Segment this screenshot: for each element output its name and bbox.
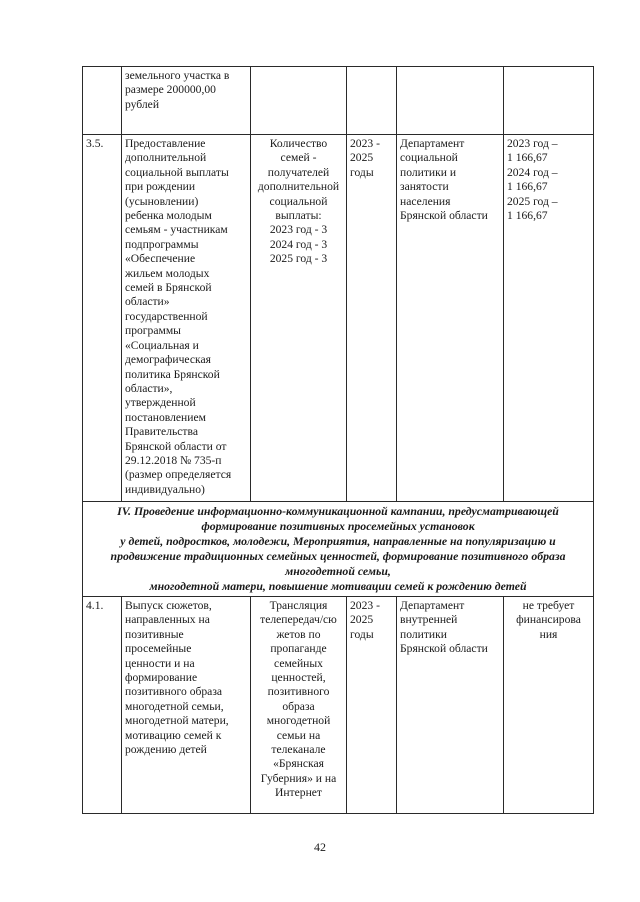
cell-term xyxy=(347,135,397,502)
cell-indicator xyxy=(251,597,347,814)
text-line: продвижение традиционных семейных ценностей, формирование позитивного образа xyxy=(110,549,566,563)
text-line: семьям - участникам xyxy=(125,223,228,237)
text-line: образа xyxy=(282,699,315,713)
text-line: жильем молодых xyxy=(125,266,210,280)
text-line: пропаганде xyxy=(270,642,327,656)
text-line: многодетной семьи, xyxy=(125,699,224,713)
text-line: Трансляция xyxy=(269,599,328,612)
text-line: 2024 год – xyxy=(507,165,558,179)
text-line: 2023 - xyxy=(350,137,380,150)
text-line: позитивного образа xyxy=(125,685,223,699)
text-line: индивидуально) xyxy=(125,482,205,496)
text-line: Брянской области xyxy=(400,209,488,223)
text-line: 2025 xyxy=(350,151,374,165)
text-line: многодетной семьи, xyxy=(285,564,391,578)
text-line: дополнительной xyxy=(257,180,340,194)
text-line: формирование xyxy=(125,671,198,685)
text-line: подпрограммы xyxy=(125,237,199,251)
text-line: дополнительной xyxy=(125,151,207,165)
text-line: «Обеспечение xyxy=(125,252,196,266)
text-line: земельного участка в xyxy=(125,69,230,82)
cell-finance xyxy=(504,67,594,135)
text-line: политики xyxy=(400,627,447,641)
text-line: (размер определяется xyxy=(125,468,232,482)
text-line: постановлением xyxy=(125,410,206,424)
text-line: ния xyxy=(539,627,558,641)
text-line: IV. Проведение информационно-коммуникационной кампании, предусматривающей xyxy=(117,504,559,518)
text-line: рождению детей xyxy=(125,743,207,757)
text-line: политика Брянской xyxy=(125,367,220,381)
text-line: Департамент xyxy=(400,137,465,150)
cell-executor xyxy=(397,135,504,502)
cell-finance xyxy=(504,135,594,502)
text-line: семей - xyxy=(280,151,317,165)
text-line: годы xyxy=(350,627,374,641)
cell-indicator xyxy=(251,67,347,135)
text-line: рублей xyxy=(125,97,160,111)
text-line: Губерния» и на xyxy=(260,771,337,785)
text-line: занятости xyxy=(400,180,449,194)
cell-executor xyxy=(397,597,504,814)
text-line: 2025 год – xyxy=(507,194,558,208)
text-line: размере 200000,00 xyxy=(125,83,216,97)
text-line: многодетной матери, xyxy=(125,714,229,728)
text-line: «Социальная и xyxy=(125,338,199,352)
text-line: социальной xyxy=(400,151,458,165)
text-line: позитивные xyxy=(125,627,184,641)
text-line: 2023 год - 3 xyxy=(269,223,328,237)
text-line: многодетной матери, повышение мотивации семей к рождению детей xyxy=(149,579,527,593)
cell-term xyxy=(347,597,397,814)
section-heading xyxy=(83,502,594,597)
text-line: у детей, подростков, молодежи, Мероприятия, направленные на популяризацию и xyxy=(120,534,556,548)
table-row xyxy=(83,597,594,814)
table-row xyxy=(83,135,594,502)
text-line: «Брянская xyxy=(273,757,324,771)
text-line: 2023 год – xyxy=(507,137,558,150)
text-line: не требует xyxy=(522,599,575,612)
text-line: Предоставление xyxy=(125,137,206,150)
cell-number xyxy=(83,67,122,135)
text-line: Интернет xyxy=(274,786,322,800)
text-line: позитивного xyxy=(267,685,330,699)
page-number: 42 xyxy=(314,840,326,854)
text-line: программы xyxy=(125,324,181,338)
measures-table xyxy=(82,66,594,814)
text-line: просемейные xyxy=(125,642,192,656)
text-line: формирование позитивных просемейных установок xyxy=(201,519,475,533)
text-line: 29.12.2018 № 735-п xyxy=(125,453,222,467)
text-line: при рождении xyxy=(125,180,196,194)
text-line: жетов по xyxy=(276,627,321,641)
cell-finance xyxy=(504,597,594,814)
text-line: ценностей, xyxy=(271,671,326,685)
text-line: телепередач/сю xyxy=(260,613,337,627)
text-line: мотивацию семей к xyxy=(125,728,222,742)
text-line: политики и xyxy=(400,165,457,179)
text-line: государственной xyxy=(125,309,208,323)
cell-executor xyxy=(397,67,504,135)
text-line: семей в Брянской xyxy=(125,281,212,295)
text-line: финансирова xyxy=(516,613,581,627)
cell-name xyxy=(122,135,251,502)
text-line: семейных xyxy=(274,656,323,670)
text-line: выплаты: xyxy=(275,209,322,223)
cell-name xyxy=(122,67,251,135)
text-line: получателей xyxy=(267,165,330,179)
text-line: Выпуск сюжетов, xyxy=(125,599,212,612)
text-line: направленных на xyxy=(125,613,210,627)
text-line: 2025 год - 3 xyxy=(269,252,328,266)
text-line: области», xyxy=(125,381,173,395)
text-line: социальной выплаты xyxy=(125,165,229,179)
text-line: области» xyxy=(125,295,170,309)
text-line: годы xyxy=(350,165,374,179)
text-line: 2023 - xyxy=(350,599,380,612)
text-line: ценности и на xyxy=(125,656,195,670)
text-line: Брянской области от xyxy=(125,439,227,453)
text-line: Количество xyxy=(269,137,328,150)
text-line: 2024 год - 3 xyxy=(269,237,328,251)
section-heading-row xyxy=(83,502,594,597)
text-line: (усыновлении) xyxy=(125,194,199,208)
text-line: 1 166,67 xyxy=(507,209,548,223)
text-line: 1 166,67 xyxy=(507,180,548,194)
cell-number: 4.1. xyxy=(83,597,122,814)
text-line: Правительства xyxy=(125,425,198,439)
text-line: семьи на xyxy=(276,728,321,742)
text-line: внутренней xyxy=(400,613,458,627)
text-line: 2025 xyxy=(350,613,374,627)
text-line: телеканале xyxy=(271,743,326,757)
table-row xyxy=(83,67,594,135)
text-line: населения xyxy=(400,194,451,208)
text-line: Департамент xyxy=(400,599,465,612)
cell-indicator xyxy=(251,135,347,502)
cell-name xyxy=(122,597,251,814)
text-line: социальной xyxy=(269,194,328,208)
text-line: ребенка молодым xyxy=(125,209,212,223)
cell-term xyxy=(347,67,397,135)
cell-number: 3.5. xyxy=(83,135,122,502)
text-line: Брянской области xyxy=(400,642,488,656)
text-line: многодетной xyxy=(266,714,331,728)
text-line: 1 166,67 xyxy=(507,151,548,165)
text-line: утвержденной xyxy=(125,396,196,410)
text-line: демографическая xyxy=(125,353,211,367)
